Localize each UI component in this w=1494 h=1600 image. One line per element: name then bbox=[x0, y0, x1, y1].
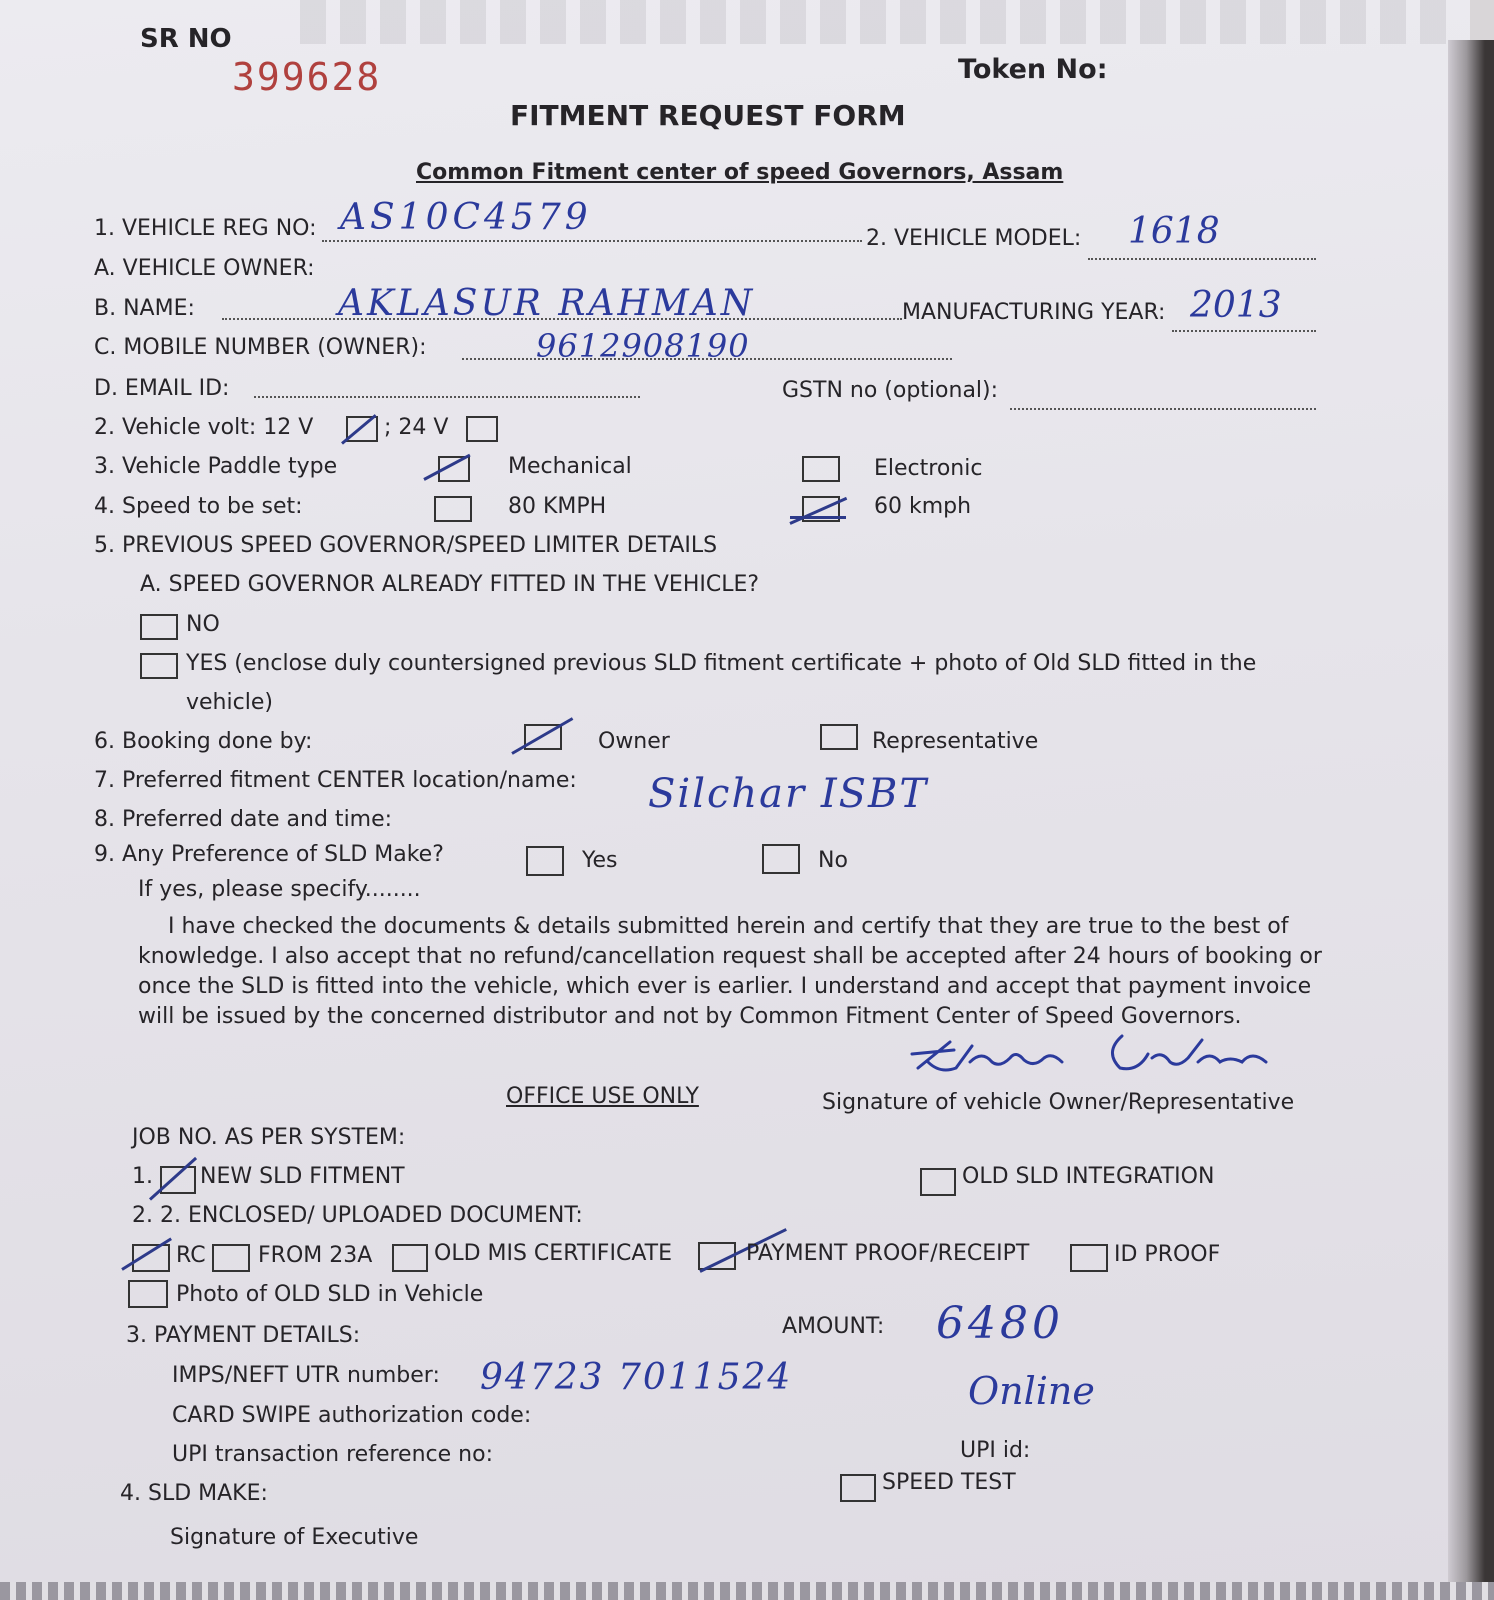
prev-yes-label: YES (enclose duly countersigned previous SLD fitment certificate + photo of Old SLD fitted in the bbox=[186, 651, 1257, 676]
booking-label: 6. Booking done by: bbox=[94, 729, 313, 754]
declaration-line-1: I have checked the documents & details submitted herein and certify that they are true to the best of bbox=[168, 914, 1289, 939]
prev-yes-continuation: vehicle) bbox=[186, 690, 273, 715]
prev-yes-checkbox[interactable] bbox=[140, 653, 178, 679]
speed-80-checkbox[interactable] bbox=[434, 496, 472, 522]
model-dotted-line bbox=[1088, 258, 1316, 260]
doc-rc-label: RC bbox=[176, 1243, 206, 1268]
doc-payment-label: PAYMENT PROOF/RECEIPT bbox=[746, 1241, 1030, 1266]
reg-dotted-line bbox=[322, 240, 862, 242]
speed-test-checkbox[interactable] bbox=[840, 1474, 876, 1502]
token-label: Token No: bbox=[958, 54, 1108, 85]
gstn-dotted-line bbox=[1010, 408, 1316, 410]
paddle-electronic-label: Electronic bbox=[874, 456, 983, 481]
owner-signature bbox=[910, 1028, 1280, 1088]
prev-no-checkbox[interactable] bbox=[140, 614, 178, 640]
doc-23a-label: FROM 23A bbox=[258, 1243, 373, 1268]
vehicle-model-label: 2. VEHICLE MODEL: bbox=[866, 226, 1082, 251]
form-title: FITMENT REQUEST FORM bbox=[510, 99, 906, 132]
doc-id-checkbox[interactable] bbox=[1070, 1244, 1108, 1272]
new-fitment-checkbox[interactable] bbox=[160, 1166, 196, 1194]
amount-value: 6480 bbox=[936, 1298, 1064, 1349]
utr-value: 94723 7011524 bbox=[480, 1357, 793, 1398]
documents-label: 2. 2. ENCLOSED/ UPLOADED DOCUMENT: bbox=[132, 1203, 583, 1228]
doc-id-label: ID PROOF bbox=[1114, 1242, 1221, 1267]
make-no-checkbox[interactable] bbox=[762, 844, 800, 874]
perforation-top bbox=[300, 0, 1450, 44]
booking-rep-label: Representative bbox=[872, 729, 1039, 754]
form-subtitle: Common Fitment center of speed Governors, Assam bbox=[416, 160, 1064, 185]
doc-mis-label: OLD MIS CERTIFICATE bbox=[434, 1241, 672, 1266]
make-yes-label: Yes bbox=[582, 848, 618, 873]
make-yes-checkbox[interactable] bbox=[526, 846, 564, 876]
booking-rep-checkbox[interactable] bbox=[820, 724, 858, 750]
paddle-electronic-checkbox[interactable] bbox=[802, 456, 840, 482]
office-use-heading: OFFICE USE ONLY bbox=[506, 1084, 699, 1109]
old-integration-checkbox[interactable] bbox=[920, 1168, 956, 1196]
gstn-label: GSTN no (optional): bbox=[782, 378, 999, 403]
upi-ref-label: UPI transaction reference no: bbox=[172, 1442, 493, 1467]
page-edge bbox=[1448, 40, 1494, 1600]
specify-label: If yes, please specify........ bbox=[138, 877, 421, 902]
old-integration-label: OLD SLD INTEGRATION bbox=[962, 1164, 1215, 1189]
paddle-mechanical-label: Mechanical bbox=[508, 454, 632, 479]
doc-photo-checkbox[interactable] bbox=[128, 1280, 168, 1308]
prev-governor-heading: 5. PREVIOUS SPEED GOVERNOR/SPEED LIMITER DETAILS bbox=[94, 533, 718, 558]
executive-signature-label: Signature of Executive bbox=[170, 1525, 419, 1550]
date-label: 8. Preferred date and time: bbox=[94, 807, 393, 832]
prev-no-label: NO bbox=[186, 612, 220, 637]
paddle-label: 3. Vehicle Paddle type bbox=[94, 454, 338, 479]
mfg-year-label: MANUFACTURING YEAR: bbox=[902, 300, 1166, 325]
new-fitment-label: NEW SLD FITMENT bbox=[200, 1164, 405, 1189]
volt-label: 2. Vehicle volt: 12 V bbox=[94, 415, 314, 440]
job-number-label: JOB NO. AS PER SYSTEM: bbox=[132, 1125, 406, 1150]
doc-mis-checkbox[interactable] bbox=[392, 1244, 428, 1272]
vehicle-owner-label: A. VEHICLE OWNER: bbox=[94, 256, 315, 281]
owner-signature-label: Signature of vehicle Owner/Representative bbox=[822, 1090, 1295, 1115]
owner-name-label: B. NAME: bbox=[94, 296, 195, 321]
strike-mark-icon bbox=[790, 516, 846, 519]
speed-label: 4. Speed to be set: bbox=[94, 494, 303, 519]
vehicle-model-value: 1618 bbox=[1128, 211, 1220, 252]
email-dotted-line bbox=[254, 396, 640, 398]
declaration-line-4: will be issued by the concerned distributor and not by Common Fitment Center of Speed Governors. bbox=[138, 1004, 1242, 1029]
make-pref-label: 9. Any Preference of SLD Make? bbox=[94, 842, 444, 867]
card-swipe-label: CARD SWIPE authorization code: bbox=[172, 1403, 532, 1428]
booking-owner-label: Owner bbox=[598, 729, 670, 754]
doc-23a-checkbox[interactable] bbox=[212, 1244, 250, 1272]
prev-governor-question: A. SPEED GOVERNOR ALREADY FITTED IN THE VEHICLE? bbox=[140, 572, 760, 597]
sr-number: 399628 bbox=[232, 55, 382, 99]
payment-details-label: 3. PAYMENT DETAILS: bbox=[126, 1323, 361, 1348]
volt-12-checkbox[interactable] bbox=[346, 416, 378, 442]
utr-label: IMPS/NEFT UTR number: bbox=[172, 1363, 440, 1388]
mfg-dotted-line bbox=[1172, 330, 1316, 332]
speed-test-label: SPEED TEST bbox=[882, 1470, 1016, 1495]
vehicle-reg-label: 1. VEHICLE REG NO: bbox=[94, 216, 317, 241]
speed-60-label: 60 kmph bbox=[874, 494, 972, 519]
center-label: 7. Preferred fitment CENTER location/name: bbox=[94, 768, 577, 793]
upi-id-label: UPI id: bbox=[960, 1438, 1031, 1463]
sr-label: SR NO bbox=[140, 24, 232, 54]
owner-name-value: AKLASUR RAHMAN bbox=[338, 283, 756, 324]
mfg-year-value: 2013 bbox=[1190, 285, 1282, 326]
sld-make-label: 4. SLD MAKE: bbox=[120, 1481, 268, 1506]
job-item-number: 1. bbox=[132, 1164, 153, 1189]
speed-80-label: 80 KMPH bbox=[508, 494, 607, 519]
declaration-line-3: once the SLD is fitted into the vehicle, which ever is earlier. I understand and accept that payment invoice bbox=[138, 974, 1312, 999]
amount-label: AMOUNT: bbox=[782, 1314, 885, 1339]
online-note: Online bbox=[968, 1369, 1095, 1413]
doc-photo-label: Photo of OLD SLD in Vehicle bbox=[176, 1282, 484, 1307]
perforation-bottom bbox=[0, 1582, 1494, 1600]
center-value: Silchar ISBT bbox=[648, 771, 929, 817]
declaration-line-2: knowledge. I also accept that no refund/cancellation request shall be accepted after 24 hours of booking or bbox=[138, 944, 1322, 969]
mobile-value: 9612908190 bbox=[536, 327, 750, 365]
volt-24-label: ; 24 V bbox=[384, 415, 449, 440]
vehicle-reg-value: AS10C4579 bbox=[340, 197, 592, 238]
mobile-label: C. MOBILE NUMBER (OWNER): bbox=[94, 335, 427, 360]
email-label: D. EMAIL ID: bbox=[94, 376, 230, 401]
make-no-label: No bbox=[818, 848, 848, 873]
volt-24-checkbox[interactable] bbox=[466, 416, 498, 442]
